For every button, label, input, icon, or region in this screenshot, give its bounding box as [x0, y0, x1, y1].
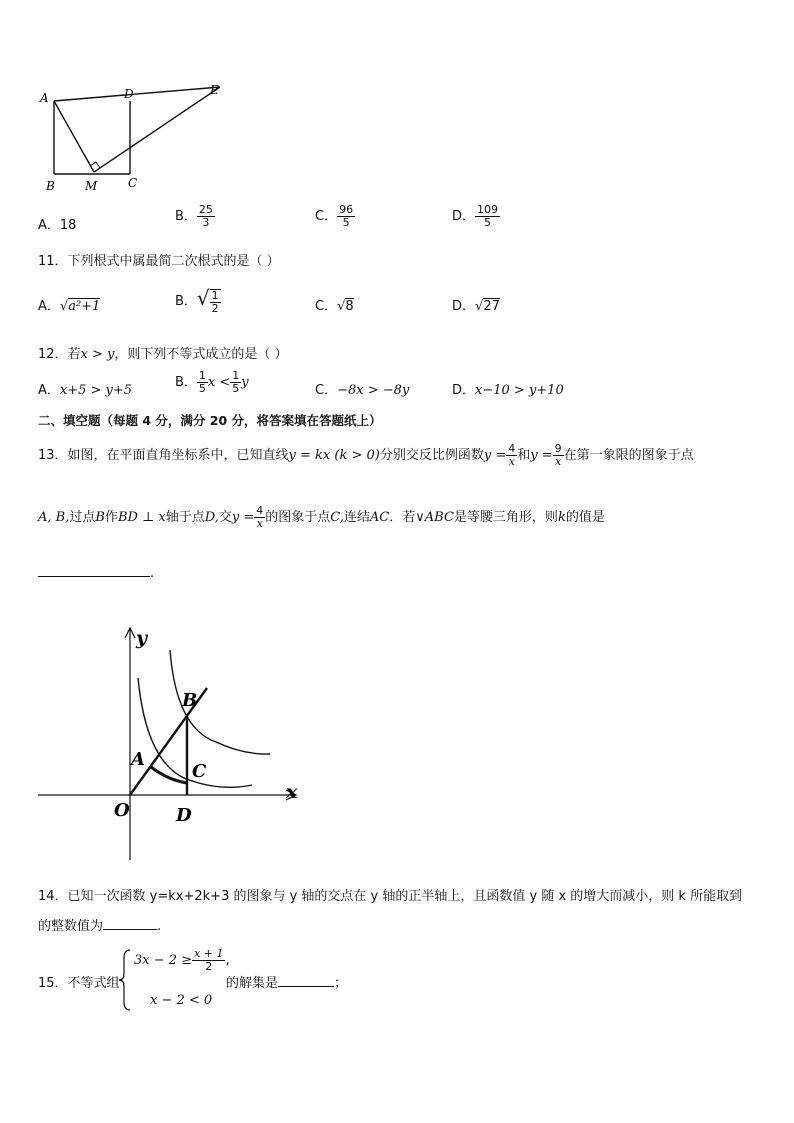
- q11-option-c[interactable]: [315, 295, 354, 314]
- option-label: D．: [452, 383, 476, 398]
- option-label: D．: [452, 299, 476, 314]
- label-O: O: [114, 800, 130, 821]
- denominator: x: [256, 517, 263, 530]
- text: ．若: [389, 510, 416, 525]
- text: 轴于点: [165, 510, 205, 525]
- label-B: B: [182, 690, 198, 711]
- math: C,: [330, 510, 344, 525]
- radicand: a²+1: [68, 299, 101, 314]
- numerator: 9: [554, 442, 562, 455]
- q15-eq2: x − 2 < 0: [150, 993, 213, 1008]
- text: 连结: [343, 510, 370, 525]
- text: ,: [225, 953, 230, 968]
- q15-prefix: 15．不等式组: [38, 976, 120, 991]
- option-label: B．: [175, 375, 197, 390]
- q15-suffix: [226, 972, 347, 991]
- answer-blank[interactable]: [103, 916, 157, 930]
- text: 交: [218, 510, 232, 525]
- q14-line1: 14．已知一次函数 y=kx+2k+3 的图象与 y 轴的交点在 y 轴的正半轴上，且函数值 y 随 x 的增大而减小，则 k 所能取到: [38, 889, 743, 904]
- option-label: A．: [38, 218, 60, 233]
- numerator: 96: [339, 203, 354, 216]
- denominator: 5: [484, 216, 492, 229]
- geometry-figure-rectangle: [30, 80, 230, 195]
- math: BD ⊥ x: [117, 510, 166, 525]
- denominator: 5: [232, 382, 240, 395]
- label-D: D: [124, 87, 134, 101]
- answer-blank[interactable]: [278, 973, 334, 987]
- label-A: A: [40, 91, 49, 105]
- numerator: 1: [211, 288, 219, 302]
- text: 的整数值为: [38, 919, 104, 934]
- math: A, B,: [38, 510, 70, 525]
- label-B: B: [46, 179, 55, 193]
- math: 3x − 2 ≥: [134, 953, 193, 968]
- q12-option-b[interactable]: [175, 370, 249, 395]
- axis-label-y: y: [136, 627, 148, 649]
- q11-option-b[interactable]: [175, 286, 221, 315]
- option-expr: x−10 > y+10: [475, 383, 564, 398]
- denominator: 5: [198, 382, 206, 395]
- label-A: A: [131, 749, 145, 770]
- option-label: C．: [315, 299, 338, 314]
- math: D,: [204, 510, 219, 525]
- brace-icon: [118, 948, 132, 1012]
- q10-option-c[interactable]: [315, 204, 355, 229]
- denominator: x: [508, 455, 515, 468]
- denominator: 2: [211, 301, 219, 315]
- option-label: D．: [452, 209, 476, 224]
- math: ∨ABC: [415, 510, 454, 525]
- stem-condition: x > y: [80, 347, 115, 362]
- math: y = kx (k > 0): [288, 448, 380, 463]
- q14-line2: [38, 915, 161, 934]
- answer-blank[interactable]: [38, 562, 150, 577]
- label-C: C: [128, 176, 138, 190]
- text: ；: [334, 976, 348, 991]
- q10-option-b[interactable]: [175, 204, 215, 229]
- text: 的解集是: [226, 976, 279, 991]
- text: .: [157, 919, 162, 934]
- math: B: [95, 510, 105, 525]
- section-title: 二、填空题（每题 4 分，满分 20 分，将答案填在答题纸上）: [38, 413, 382, 428]
- coordinate-figure: [34, 620, 314, 865]
- denominator: 3: [202, 216, 210, 229]
- q13-answer[interactable]: [38, 562, 154, 581]
- radicand: 27: [483, 299, 500, 314]
- math: y =: [483, 448, 507, 463]
- text: 13．如图，在平面直角坐标系中，已知直线: [38, 448, 289, 463]
- q11-option-a[interactable]: [38, 295, 100, 314]
- option-expr: −8x > −8y: [337, 383, 410, 398]
- text: 在第一象限的图象于点: [563, 448, 694, 463]
- sqrt-icon: √: [475, 299, 484, 314]
- option-expr: x+5 > y+5: [59, 383, 133, 398]
- option-label: C．: [315, 383, 338, 398]
- stem-prefix: 12．若: [38, 347, 81, 362]
- option-expr-right: y: [241, 375, 249, 390]
- numerator: 109: [477, 203, 499, 216]
- math: y =: [530, 448, 553, 463]
- radicand: 8: [345, 299, 354, 314]
- q12-option-c[interactable]: [315, 379, 409, 398]
- text: 的图象于点: [265, 510, 331, 525]
- denominator: 2: [205, 960, 213, 973]
- option-label: C．: [315, 209, 338, 224]
- text: 过点: [69, 510, 96, 525]
- q13-line1: [38, 443, 694, 468]
- option-value: 18: [59, 218, 77, 233]
- math: k: [557, 510, 566, 525]
- option-label: A．: [38, 383, 60, 398]
- math: y =: [231, 510, 255, 525]
- label-M: M: [85, 179, 98, 193]
- numerator: 4: [256, 504, 264, 517]
- q12-option-d[interactable]: [452, 379, 564, 398]
- text: 的值是: [565, 510, 605, 525]
- text: .: [150, 566, 155, 581]
- q13-line2: [38, 505, 605, 530]
- numerator: 4: [508, 442, 516, 455]
- text: 是等腰三角形，则: [453, 510, 558, 525]
- label-D: D: [176, 805, 192, 826]
- math: AC: [369, 510, 390, 525]
- option-label: A．: [38, 299, 60, 314]
- option-expr-left: x <: [207, 375, 231, 390]
- label-E: E: [210, 83, 219, 97]
- sqrt-icon: √: [59, 299, 69, 314]
- option-label: B．: [175, 209, 197, 224]
- q12-option-a[interactable]: [38, 379, 132, 398]
- text: 作: [104, 510, 118, 525]
- numerator: x + 1: [194, 947, 224, 960]
- denominator: 5: [342, 216, 350, 229]
- q15-eq1: [134, 948, 230, 973]
- option-label: B．: [175, 294, 197, 309]
- axis-label-x: x: [286, 781, 298, 803]
- text: 分别交反比例函数: [379, 448, 484, 463]
- q10-option-a[interactable]: [38, 214, 76, 233]
- label-C: C: [192, 761, 207, 782]
- sqrt-icon: √: [337, 299, 346, 314]
- denominator: x: [555, 455, 562, 468]
- q11-option-d[interactable]: [452, 295, 500, 314]
- numerator: 25: [198, 203, 213, 216]
- q12-stem: [38, 343, 288, 362]
- numerator: 1: [198, 369, 206, 382]
- q10-option-d[interactable]: [452, 204, 500, 229]
- text: 和: [517, 448, 531, 463]
- numerator: 1: [232, 369, 240, 382]
- stem-suffix: ，则下列不等式成立的是（ ）: [114, 347, 288, 362]
- q11-stem: 11．下列根式中属最简二次根式的是（ ）: [38, 254, 280, 269]
- sqrt-icon: √: [196, 286, 210, 310]
